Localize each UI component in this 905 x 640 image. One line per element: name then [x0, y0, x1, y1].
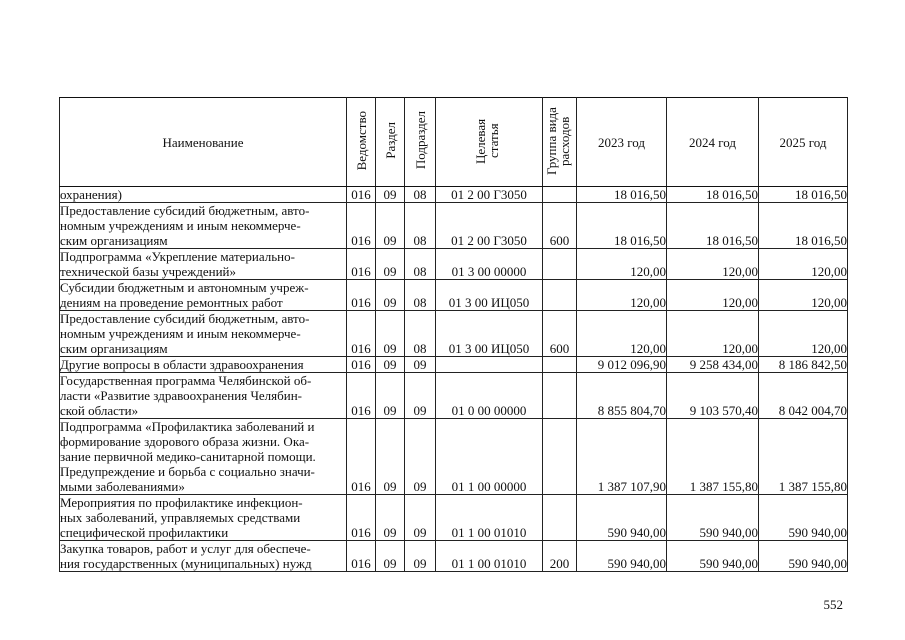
- cell-2024: 1 387 155,80: [667, 419, 759, 495]
- table-row: [60, 357, 848, 373]
- row-name-line: Предоставление субсидий бюджетным, авто-: [60, 203, 310, 218]
- header-name: Наименование: [60, 98, 347, 187]
- cell-podrazdel: 09: [405, 419, 436, 495]
- header-podrazdel: Подраздел: [405, 98, 436, 187]
- row-name-line: ским организациям: [60, 233, 168, 248]
- row-name: [60, 187, 347, 203]
- cell-razdel: 09: [376, 373, 405, 419]
- cell-podrazdel: 08: [405, 203, 436, 249]
- cell-podrazdel: 09: [405, 495, 436, 541]
- header-razdel: Раздел: [376, 98, 405, 187]
- row-name-line: Предоставление субсидий бюджетным, авто-: [60, 311, 310, 326]
- header-2023: 2023 год: [577, 98, 667, 187]
- cell-2025: 1 387 155,80: [759, 419, 848, 495]
- row-name: [60, 203, 347, 249]
- row-name-line: мыми заболеваниями»: [60, 479, 185, 494]
- cell-razdel: 09: [376, 311, 405, 357]
- cell-celevaya: 01 3 00 ИЦ050: [436, 311, 543, 357]
- cell-razdel: 09: [376, 187, 405, 203]
- budget-table: [59, 97, 848, 572]
- row-name-line: охранения): [60, 187, 122, 202]
- row-name: [60, 357, 347, 373]
- header-celevaya: Целевая статья: [436, 98, 543, 187]
- row-name-line: специфической профилактики: [60, 525, 229, 540]
- cell-2023: 120,00: [577, 311, 667, 357]
- row-name-line: дениям на проведение ремонтных работ: [60, 295, 283, 310]
- row-name-line: Закупка товаров, работ и услуг для обеспече-: [60, 541, 311, 556]
- row-name: [60, 373, 347, 419]
- cell-vedomstvo: 016: [347, 373, 376, 419]
- cell-2023: 8 855 804,70: [577, 373, 667, 419]
- cell-2025: 8 186 842,50: [759, 357, 848, 373]
- row-name-line: Предупреждение и борьба с социально значи-: [60, 464, 315, 479]
- cell-podrazdel: 09: [405, 357, 436, 373]
- cell-podrazdel: 08: [405, 249, 436, 280]
- cell-vedomstvo: 016: [347, 280, 376, 311]
- cell-vedomstvo: 016: [347, 203, 376, 249]
- row-name-line: Субсидии бюджетным и автономным учреж-: [60, 280, 309, 295]
- table-row: [60, 495, 848, 541]
- row-name-line: ским организациям: [60, 341, 168, 356]
- cell-2025: 18 016,50: [759, 187, 848, 203]
- cell-2023: 9 012 096,90: [577, 357, 667, 373]
- row-name: [60, 249, 347, 280]
- row-name-line: ласти «Развитие здравоохранения Челябин-: [60, 388, 302, 403]
- cell-2025: 8 042 004,70: [759, 373, 848, 419]
- cell-gruppa: 200: [543, 541, 577, 572]
- row-name: [60, 280, 347, 311]
- row-name-line: ской области»: [60, 403, 139, 418]
- page-number: 552: [823, 597, 843, 612]
- row-name-line: номным учреждениям и иным некоммерче-: [60, 326, 301, 341]
- cell-2024: 120,00: [667, 280, 759, 311]
- header-gruppa: Группа вида расходов: [543, 98, 577, 187]
- table-header-row: [60, 98, 848, 187]
- cell-2025: 590 940,00: [759, 541, 848, 572]
- cell-celevaya: 01 1 00 01010: [436, 495, 543, 541]
- row-name: [60, 419, 347, 495]
- cell-celevaya: 01 3 00 ИЦ050: [436, 280, 543, 311]
- cell-gruppa: [543, 373, 577, 419]
- cell-gruppa: [543, 280, 577, 311]
- cell-gruppa: 600: [543, 311, 577, 357]
- cell-2024: 9 258 434,00: [667, 357, 759, 373]
- row-name: [60, 495, 347, 541]
- row-name: [60, 311, 347, 357]
- cell-vedomstvo: 016: [347, 249, 376, 280]
- cell-2025: 120,00: [759, 249, 848, 280]
- cell-gruppa: [543, 249, 577, 280]
- cell-2024: 590 940,00: [667, 495, 759, 541]
- cell-razdel: 09: [376, 495, 405, 541]
- cell-vedomstvo: 016: [347, 541, 376, 572]
- table-row: [60, 419, 848, 495]
- cell-gruppa: 600: [543, 203, 577, 249]
- cell-podrazdel: 08: [405, 311, 436, 357]
- header-2024: 2024 год: [667, 98, 759, 187]
- table-row: [60, 187, 848, 203]
- cell-celevaya: 01 1 00 00000: [436, 419, 543, 495]
- row-name-line: формирование здорового образа жизни. Ока-: [60, 434, 310, 449]
- cell-gruppa: [543, 495, 577, 541]
- cell-vedomstvo: 016: [347, 357, 376, 373]
- cell-2023: 1 387 107,90: [577, 419, 667, 495]
- cell-2025: 120,00: [759, 311, 848, 357]
- cell-razdel: 09: [376, 280, 405, 311]
- cell-2024: 18 016,50: [667, 203, 759, 249]
- cell-celevaya: 01 2 00 Г3050: [436, 187, 543, 203]
- table-row: [60, 280, 848, 311]
- cell-razdel: 09: [376, 203, 405, 249]
- cell-2024: 120,00: [667, 249, 759, 280]
- cell-celevaya: 01 0 00 00000: [436, 373, 543, 419]
- row-name-line: ных заболеваний, управляемых средствами: [60, 510, 301, 525]
- cell-2023: 590 940,00: [577, 495, 667, 541]
- cell-celevaya: [436, 357, 543, 373]
- cell-razdel: 09: [376, 249, 405, 280]
- cell-razdel: 09: [376, 541, 405, 572]
- table-row: [60, 373, 848, 419]
- cell-gruppa: [543, 187, 577, 203]
- row-name-line: Государственная программа Челябинской об-: [60, 373, 312, 388]
- table-row: [60, 311, 848, 357]
- row-name: [60, 541, 347, 572]
- row-name-line: Подпрограмма «Укрепление материально-: [60, 249, 295, 264]
- cell-vedomstvo: 016: [347, 311, 376, 357]
- cell-2023: 120,00: [577, 280, 667, 311]
- cell-razdel: 09: [376, 419, 405, 495]
- cell-vedomstvo: 016: [347, 419, 376, 495]
- cell-2023: 18 016,50: [577, 203, 667, 249]
- cell-vedomstvo: 016: [347, 187, 376, 203]
- row-name-line: зание первичной медико-санитарной помощи.: [60, 449, 316, 464]
- row-name-line: технической базы учреждений»: [60, 264, 237, 279]
- cell-2023: 590 940,00: [577, 541, 667, 572]
- row-name-line: Мероприятия по профилактике инфекцион-: [60, 495, 303, 510]
- table-row: [60, 249, 848, 280]
- cell-gruppa: [543, 419, 577, 495]
- cell-2024: 18 016,50: [667, 187, 759, 203]
- cell-2023: 120,00: [577, 249, 667, 280]
- cell-2024: 120,00: [667, 311, 759, 357]
- cell-2024: 590 940,00: [667, 541, 759, 572]
- row-name-line: Другие вопросы в области здравоохранения: [60, 357, 304, 372]
- cell-celevaya: 01 2 00 Г3050: [436, 203, 543, 249]
- cell-razdel: 09: [376, 357, 405, 373]
- cell-2023: 18 016,50: [577, 187, 667, 203]
- row-name-line: ния государственных (муниципальных) нужд: [60, 556, 312, 571]
- row-name-line: номным учреждениям и иным некоммерче-: [60, 218, 301, 233]
- cell-podrazdel: 08: [405, 280, 436, 311]
- cell-podrazdel: 09: [405, 373, 436, 419]
- cell-2025: 120,00: [759, 280, 848, 311]
- header-vedomstvo: Ведомство: [347, 98, 376, 187]
- table-row: [60, 541, 848, 572]
- cell-celevaya: 01 3 00 00000: [436, 249, 543, 280]
- cell-celevaya: 01 1 00 01010: [436, 541, 543, 572]
- cell-2024: 9 103 570,40: [667, 373, 759, 419]
- header-2025: 2025 год: [759, 98, 848, 187]
- cell-podrazdel: 09: [405, 541, 436, 572]
- cell-gruppa: [543, 357, 577, 373]
- row-name-line: Подпрограмма «Профилактика заболеваний и: [60, 419, 315, 434]
- cell-2025: 18 016,50: [759, 203, 848, 249]
- table-row: [60, 203, 848, 249]
- cell-vedomstvo: 016: [347, 495, 376, 541]
- cell-podrazdel: 08: [405, 187, 436, 203]
- cell-2025: 590 940,00: [759, 495, 848, 541]
